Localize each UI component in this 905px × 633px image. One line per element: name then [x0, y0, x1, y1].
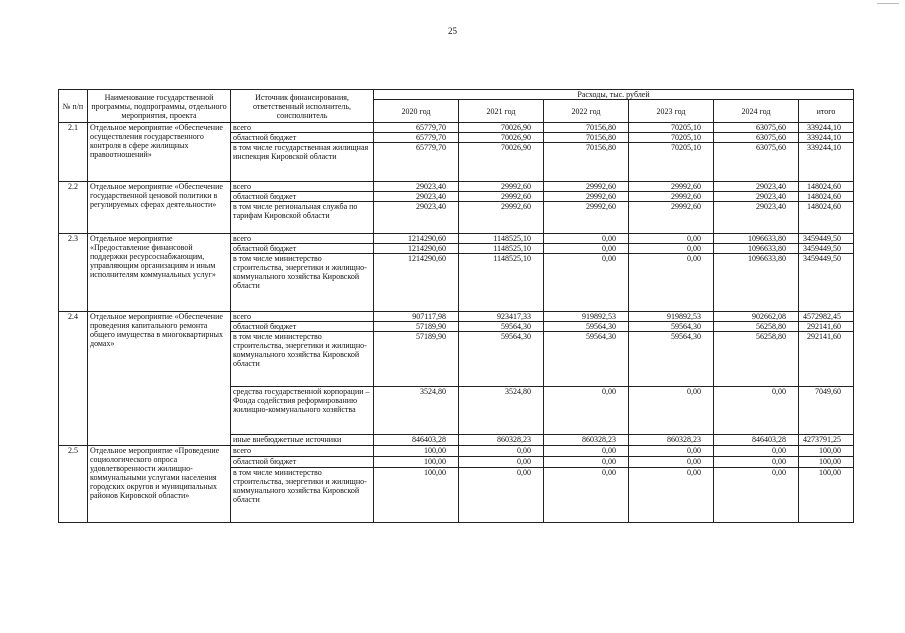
- section-name: Отдельное мероприятие «Обеспечение осуществления государственного контроля в сфере жилищных правоотношений»: [88, 123, 231, 182]
- year-value: 29023,40: [714, 192, 799, 202]
- total-value: 3459449,50: [799, 244, 854, 254]
- year-value: 923417,33: [459, 312, 544, 322]
- header-expenses: Расходы, тыс. рублей: [374, 90, 854, 100]
- header-year: 2022 год: [544, 100, 629, 123]
- total-value: 148024,60: [799, 192, 854, 202]
- year-value: 59564,30: [544, 322, 629, 332]
- year-value: 0,00: [544, 234, 629, 244]
- year-value: 29992,60: [544, 192, 629, 202]
- year-value: 0,00: [459, 446, 544, 457]
- year-value: 919892,53: [629, 312, 714, 322]
- year-value: 1096633,80: [714, 254, 799, 312]
- funding-source: средства государственной корпорации – Фонда содействия реформированию жилищно-коммунального хозяйства: [231, 387, 374, 435]
- funding-source: в том числе государственная жилищная инспекция Кировской области: [231, 143, 374, 182]
- total-value: 100,00: [799, 446, 854, 457]
- year-value: 0,00: [459, 468, 544, 523]
- year-value: 70156,80: [544, 143, 629, 182]
- year-value: 0,00: [459, 457, 544, 468]
- year-value: 70205,10: [629, 133, 714, 143]
- total-value: 3459449,50: [799, 234, 854, 244]
- section-name: Отдельное мероприятие «Обеспечение проведения капитального ремонта общего имущества в многоквартирных домах»: [88, 312, 231, 446]
- year-value: 29023,40: [374, 192, 459, 202]
- year-value: 1148525,10: [459, 254, 544, 312]
- header-name: Наименование государственной программы, подпрограммы, отдельного мероприятия, проекта: [88, 90, 231, 123]
- year-value: 29992,60: [459, 192, 544, 202]
- year-value: 0,00: [544, 387, 629, 435]
- year-value: 59564,30: [459, 322, 544, 332]
- year-value: 1148525,10: [459, 234, 544, 244]
- year-value: 3524,80: [374, 387, 459, 435]
- year-value: 57189,90: [374, 322, 459, 332]
- page-number: 25: [448, 26, 457, 36]
- section-number: 2.5: [59, 446, 88, 523]
- year-value: 29023,40: [714, 202, 799, 234]
- year-value: 100,00: [374, 468, 459, 523]
- year-value: 100,00: [374, 446, 459, 457]
- year-value: 1214290,60: [374, 234, 459, 244]
- year-value: 919892,53: [544, 312, 629, 322]
- section-name: Отдельное мероприятие «Обеспечение государственной ценовой политики в регулируемых сферах деятельности»: [88, 182, 231, 234]
- header-year: 2020 год: [374, 100, 459, 123]
- total-value: 339244,10: [799, 123, 854, 133]
- year-value: 0,00: [629, 387, 714, 435]
- year-value: 56258,80: [714, 322, 799, 332]
- year-value: 65779,70: [374, 133, 459, 143]
- year-value: 846403,28: [374, 435, 459, 446]
- year-value: 100,00: [374, 457, 459, 468]
- table-row: [59, 234, 854, 244]
- funding-source: в том числе министерство строительства, энергетики и жилищно-коммунального хозяйства Кировской области: [231, 468, 374, 523]
- year-value: 0,00: [629, 244, 714, 254]
- year-value: 0,00: [544, 446, 629, 457]
- year-value: 29023,40: [374, 182, 459, 192]
- year-value: 70026,90: [459, 133, 544, 143]
- header-source: Источник финансирования, ответственный исполнитель, соисполнитель: [231, 90, 374, 123]
- year-value: 70026,90: [459, 143, 544, 182]
- year-value: 0,00: [629, 254, 714, 312]
- year-value: 70156,80: [544, 133, 629, 143]
- year-value: 63075,60: [714, 143, 799, 182]
- year-value: 29992,60: [544, 182, 629, 192]
- year-value: 1096633,80: [714, 244, 799, 254]
- year-value: 63075,60: [714, 133, 799, 143]
- year-value: 0,00: [629, 457, 714, 468]
- total-value: 148024,60: [799, 182, 854, 192]
- year-value: 0,00: [544, 254, 629, 312]
- year-value: 0,00: [629, 468, 714, 523]
- year-value: 907117,98: [374, 312, 459, 322]
- year-value: 59564,30: [459, 332, 544, 387]
- table-row: [59, 312, 854, 322]
- total-value: 100,00: [799, 457, 854, 468]
- year-value: 29992,60: [459, 182, 544, 192]
- budget-table: [58, 89, 854, 523]
- funding-source: областной бюджет: [231, 457, 374, 468]
- total-value: 292141,60: [799, 322, 854, 332]
- year-value: 1214290,60: [374, 244, 459, 254]
- year-value: 70156,80: [544, 123, 629, 133]
- year-value: 3524,80: [459, 387, 544, 435]
- funding-source: в том числе министерство строительства, энергетики и жилищно-коммунального хозяйства Кировской области: [231, 254, 374, 312]
- year-value: 0,00: [544, 468, 629, 523]
- year-value: 0,00: [629, 234, 714, 244]
- year-value: 29992,60: [629, 202, 714, 234]
- funding-source: всего: [231, 123, 374, 133]
- year-value: 0,00: [714, 387, 799, 435]
- funding-source: всего: [231, 446, 374, 457]
- funding-source: иные внебюджетные источники: [231, 435, 374, 446]
- header-total: итого: [799, 100, 854, 123]
- funding-source: в том числе министерство строительства, энергетики и жилищно-коммунального хозяйства Кировской области: [231, 332, 374, 387]
- total-value: 4572982,45: [799, 312, 854, 322]
- total-value: 3459449,50: [799, 254, 854, 312]
- table-row: [59, 123, 854, 133]
- header-num: № п/п: [59, 90, 88, 123]
- table-row: [59, 182, 854, 192]
- total-value: 339244,10: [799, 143, 854, 182]
- year-value: 65779,70: [374, 143, 459, 182]
- section-name: Отдельное мероприятие «Проведение социологического опроса удовлетворенности жилищно-коммунальными услугами населения городских округов и муниципальных районов Кировской области»: [88, 446, 231, 523]
- year-value: 29023,40: [714, 182, 799, 192]
- year-value: 902662,08: [714, 312, 799, 322]
- section-number: 2.2: [59, 182, 88, 234]
- year-value: 57189,90: [374, 332, 459, 387]
- total-value: 100,00: [799, 468, 854, 523]
- year-value: 59564,30: [629, 332, 714, 387]
- section-number: 2.1: [59, 123, 88, 182]
- year-value: 59564,30: [629, 322, 714, 332]
- total-value: 339244,10: [799, 133, 854, 143]
- year-value: 29023,40: [374, 202, 459, 234]
- budget-table-body: [59, 123, 854, 523]
- year-value: 70205,10: [629, 123, 714, 133]
- section-name: Отдельное мероприятие «Предоставление финансовой поддержки ресурсоснабжающим, управляющим организациям и иным исполнителям коммунальных услуг»: [88, 234, 231, 312]
- total-value: 292141,60: [799, 332, 854, 387]
- year-value: 59564,30: [544, 332, 629, 387]
- total-value: 148024,60: [799, 202, 854, 234]
- year-value: 29992,60: [629, 192, 714, 202]
- year-value: 56258,80: [714, 332, 799, 387]
- year-value: 860328,23: [544, 435, 629, 446]
- year-value: 0,00: [544, 244, 629, 254]
- year-value: 0,00: [714, 457, 799, 468]
- year-value: 0,00: [544, 457, 629, 468]
- header-year: 2023 год: [629, 100, 714, 123]
- year-value: 0,00: [714, 468, 799, 523]
- year-value: 0,00: [714, 446, 799, 457]
- section-number: 2.4: [59, 312, 88, 446]
- year-value: 860328,23: [459, 435, 544, 446]
- year-value: 65779,70: [374, 123, 459, 133]
- year-value: 70026,90: [459, 123, 544, 133]
- corner-scan-mark: [877, 3, 899, 4]
- funding-source: областной бюджет: [231, 133, 374, 143]
- year-value: 1214290,60: [374, 254, 459, 312]
- year-value: 0,00: [629, 446, 714, 457]
- total-value: 4273791,25: [799, 435, 854, 446]
- funding-source: областной бюджет: [231, 192, 374, 202]
- funding-source: областной бюджет: [231, 244, 374, 254]
- year-value: 846403,28: [714, 435, 799, 446]
- year-value: 1148525,10: [459, 244, 544, 254]
- year-value: 860328,23: [629, 435, 714, 446]
- funding-source: областной бюджет: [231, 322, 374, 332]
- header-year: 2021 год: [459, 100, 544, 123]
- year-value: 29992,60: [459, 202, 544, 234]
- funding-source: всего: [231, 234, 374, 244]
- year-value: 29992,60: [629, 182, 714, 192]
- header-year: 2024 год: [714, 100, 799, 123]
- section-number: 2.3: [59, 234, 88, 312]
- year-value: 1096633,80: [714, 234, 799, 244]
- total-value: 7049,60: [799, 387, 854, 435]
- year-value: 70205,10: [629, 143, 714, 182]
- funding-source: всего: [231, 182, 374, 192]
- funding-source: всего: [231, 312, 374, 322]
- year-value: 63075,60: [714, 123, 799, 133]
- year-value: 29992,60: [544, 202, 629, 234]
- table-row: [59, 446, 854, 457]
- funding-source: в том числе региональная служба по тарифам Кировской области: [231, 202, 374, 234]
